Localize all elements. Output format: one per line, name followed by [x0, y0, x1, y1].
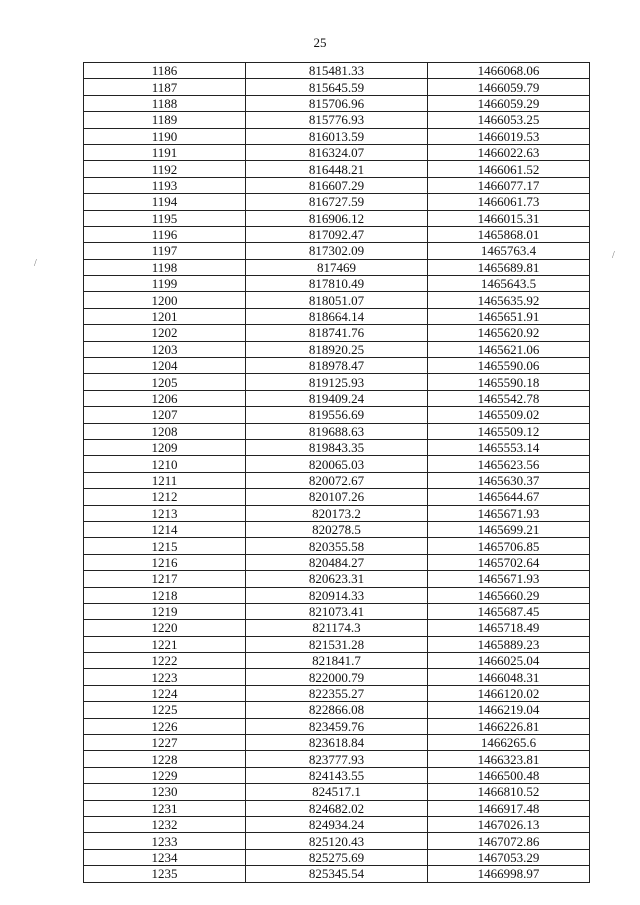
point-number-cell: 1229	[84, 767, 246, 783]
table-row	[84, 161, 590, 177]
y-coordinate-cell: 1465635.92	[428, 292, 590, 308]
y-coordinate-cell: 1465718.49	[428, 620, 590, 636]
y-coordinate-cell: 1466053.25	[428, 112, 590, 128]
point-number-cell: 1187	[84, 79, 246, 95]
x-coordinate-cell: 821073.41	[246, 603, 428, 619]
right-margin-mark: /	[612, 250, 615, 261]
y-coordinate-cell: 1466265.6	[428, 735, 590, 751]
table-row	[84, 423, 590, 439]
point-number-cell: 1234	[84, 849, 246, 865]
x-coordinate-cell: 816607.29	[246, 177, 428, 193]
table-row	[84, 554, 590, 570]
x-coordinate-cell: 817302.09	[246, 243, 428, 259]
y-coordinate-cell: 1466120.02	[428, 685, 590, 701]
point-number-cell: 1222	[84, 653, 246, 669]
point-number-cell: 1202	[84, 325, 246, 341]
y-coordinate-cell: 1465509.02	[428, 407, 590, 423]
table-row	[84, 226, 590, 242]
coordinates-table-body	[84, 63, 590, 883]
x-coordinate-cell: 817810.49	[246, 276, 428, 292]
y-coordinate-cell: 1466025.04	[428, 653, 590, 669]
table-row	[84, 374, 590, 390]
table-row	[84, 112, 590, 128]
x-coordinate-cell: 821174.3	[246, 620, 428, 636]
coordinates-table	[83, 62, 590, 883]
table-row	[84, 95, 590, 111]
y-coordinate-cell: 1465621.06	[428, 341, 590, 357]
y-coordinate-cell: 1465630.37	[428, 472, 590, 488]
point-number-cell: 1228	[84, 751, 246, 767]
point-number-cell: 1189	[84, 112, 246, 128]
y-coordinate-cell: 1466500.48	[428, 767, 590, 783]
x-coordinate-cell: 816727.59	[246, 194, 428, 210]
x-coordinate-cell: 821531.28	[246, 636, 428, 652]
x-coordinate-cell: 824143.55	[246, 767, 428, 783]
y-coordinate-cell: 1465687.45	[428, 603, 590, 619]
y-coordinate-cell: 1467026.13	[428, 816, 590, 832]
y-coordinate-cell: 1465509.12	[428, 423, 590, 439]
y-coordinate-cell: 1466048.31	[428, 669, 590, 685]
table-row	[84, 259, 590, 275]
point-number-cell: 1205	[84, 374, 246, 390]
x-coordinate-cell: 824517.1	[246, 784, 428, 800]
point-number-cell: 1193	[84, 177, 246, 193]
table-row	[84, 571, 590, 587]
x-coordinate-cell: 820484.27	[246, 554, 428, 570]
y-coordinate-cell: 1467053.29	[428, 849, 590, 865]
table-row	[84, 79, 590, 95]
x-coordinate-cell: 823777.93	[246, 751, 428, 767]
point-number-cell: 1213	[84, 505, 246, 521]
table-row	[84, 505, 590, 521]
point-number-cell: 1211	[84, 472, 246, 488]
point-number-cell: 1216	[84, 554, 246, 570]
x-coordinate-cell: 819688.63	[246, 423, 428, 439]
table-row	[84, 735, 590, 751]
point-number-cell: 1203	[84, 341, 246, 357]
y-coordinate-cell: 1465542.78	[428, 390, 590, 406]
table-row	[84, 341, 590, 357]
x-coordinate-cell: 822000.79	[246, 669, 428, 685]
x-coordinate-cell: 820623.31	[246, 571, 428, 587]
y-coordinate-cell: 1466219.04	[428, 702, 590, 718]
point-number-cell: 1232	[84, 816, 246, 832]
x-coordinate-cell: 820173.2	[246, 505, 428, 521]
table-row	[84, 292, 590, 308]
y-coordinate-cell: 1466022.63	[428, 144, 590, 160]
table-row	[84, 63, 590, 79]
x-coordinate-cell: 818741.76	[246, 325, 428, 341]
x-coordinate-cell: 819125.93	[246, 374, 428, 390]
x-coordinate-cell: 820914.33	[246, 587, 428, 603]
y-coordinate-cell: 1465643.5	[428, 276, 590, 292]
y-coordinate-cell: 1466059.29	[428, 95, 590, 111]
table-row	[84, 718, 590, 734]
table-row	[84, 849, 590, 865]
y-coordinate-cell: 1466061.73	[428, 194, 590, 210]
left-margin-mark: /	[34, 258, 37, 269]
x-coordinate-cell: 819409.24	[246, 390, 428, 406]
x-coordinate-cell: 825275.69	[246, 849, 428, 865]
table-row	[84, 144, 590, 160]
x-coordinate-cell: 818051.07	[246, 292, 428, 308]
y-coordinate-cell: 1465620.92	[428, 325, 590, 341]
point-number-cell: 1215	[84, 538, 246, 554]
y-coordinate-cell: 1465553.14	[428, 439, 590, 455]
table-row	[84, 177, 590, 193]
point-number-cell: 1230	[84, 784, 246, 800]
y-coordinate-cell: 1465763.4	[428, 243, 590, 259]
table-row	[84, 816, 590, 832]
y-coordinate-cell: 1465706.85	[428, 538, 590, 554]
point-number-cell: 1206	[84, 390, 246, 406]
x-coordinate-cell: 815776.93	[246, 112, 428, 128]
y-coordinate-cell: 1465590.06	[428, 358, 590, 374]
x-coordinate-cell: 817469	[246, 259, 428, 275]
point-number-cell: 1208	[84, 423, 246, 439]
table-row	[84, 243, 590, 259]
point-number-cell: 1214	[84, 521, 246, 537]
y-coordinate-cell: 1466019.53	[428, 128, 590, 144]
x-coordinate-cell: 815481.33	[246, 63, 428, 79]
y-coordinate-cell: 1465689.81	[428, 259, 590, 275]
table-row	[84, 472, 590, 488]
point-number-cell: 1210	[84, 456, 246, 472]
point-number-cell: 1220	[84, 620, 246, 636]
point-number-cell: 1225	[84, 702, 246, 718]
x-coordinate-cell: 824934.24	[246, 816, 428, 832]
x-coordinate-cell: 820072.67	[246, 472, 428, 488]
point-number-cell: 1194	[84, 194, 246, 210]
table-row	[84, 439, 590, 455]
point-number-cell: 1191	[84, 144, 246, 160]
point-number-cell: 1201	[84, 308, 246, 324]
point-number-cell: 1224	[84, 685, 246, 701]
y-coordinate-cell: 1465644.67	[428, 489, 590, 505]
x-coordinate-cell: 820278.5	[246, 521, 428, 537]
table-row	[84, 653, 590, 669]
y-coordinate-cell: 1466323.81	[428, 751, 590, 767]
y-coordinate-cell: 1465671.93	[428, 571, 590, 587]
x-coordinate-cell: 815645.59	[246, 79, 428, 95]
x-coordinate-cell: 816906.12	[246, 210, 428, 226]
y-coordinate-cell: 1465702.64	[428, 554, 590, 570]
y-coordinate-cell: 1465660.29	[428, 587, 590, 603]
point-number-cell: 1192	[84, 161, 246, 177]
y-coordinate-cell: 1465651.91	[428, 308, 590, 324]
x-coordinate-cell: 821841.7	[246, 653, 428, 669]
point-number-cell: 1231	[84, 800, 246, 816]
x-coordinate-cell: 816448.21	[246, 161, 428, 177]
point-number-cell: 1235	[84, 866, 246, 882]
y-coordinate-cell: 1465889.23	[428, 636, 590, 652]
y-coordinate-cell: 1465671.93	[428, 505, 590, 521]
table-row	[84, 767, 590, 783]
table-row	[84, 587, 590, 603]
table-row	[84, 210, 590, 226]
point-number-cell: 1233	[84, 833, 246, 849]
y-coordinate-cell: 1466068.06	[428, 63, 590, 79]
table-row	[84, 800, 590, 816]
point-number-cell: 1219	[84, 603, 246, 619]
x-coordinate-cell: 825120.43	[246, 833, 428, 849]
table-row	[84, 276, 590, 292]
x-coordinate-cell: 822866.08	[246, 702, 428, 718]
x-coordinate-cell: 820355.58	[246, 538, 428, 554]
table-row	[84, 603, 590, 619]
table-row	[84, 866, 590, 882]
point-number-cell: 1200	[84, 292, 246, 308]
point-number-cell: 1221	[84, 636, 246, 652]
table-row	[84, 358, 590, 374]
point-number-cell: 1190	[84, 128, 246, 144]
point-number-cell: 1188	[84, 95, 246, 111]
x-coordinate-cell: 824682.02	[246, 800, 428, 816]
point-number-cell: 1223	[84, 669, 246, 685]
table-row	[84, 669, 590, 685]
x-coordinate-cell: 818978.47	[246, 358, 428, 374]
x-coordinate-cell: 823618.84	[246, 735, 428, 751]
y-coordinate-cell: 1466226.81	[428, 718, 590, 734]
table-row	[84, 308, 590, 324]
x-coordinate-cell: 818664.14	[246, 308, 428, 324]
table-row	[84, 456, 590, 472]
x-coordinate-cell: 820065.03	[246, 456, 428, 472]
table-row	[84, 407, 590, 423]
table-row	[84, 128, 590, 144]
table-row	[84, 390, 590, 406]
point-number-cell: 1196	[84, 226, 246, 242]
x-coordinate-cell: 815706.96	[246, 95, 428, 111]
x-coordinate-cell: 820107.26	[246, 489, 428, 505]
y-coordinate-cell: 1465623.56	[428, 456, 590, 472]
point-number-cell: 1186	[84, 63, 246, 79]
point-number-cell: 1212	[84, 489, 246, 505]
point-number-cell: 1207	[84, 407, 246, 423]
x-coordinate-cell: 816013.59	[246, 128, 428, 144]
table-row	[84, 685, 590, 701]
x-coordinate-cell: 825345.54	[246, 866, 428, 882]
y-coordinate-cell: 1466059.79	[428, 79, 590, 95]
table-row	[84, 194, 590, 210]
y-coordinate-cell: 1465699.21	[428, 521, 590, 537]
table-row	[84, 833, 590, 849]
y-coordinate-cell: 1466998.97	[428, 866, 590, 882]
x-coordinate-cell: 823459.76	[246, 718, 428, 734]
table-row	[84, 521, 590, 537]
point-number-cell: 1226	[84, 718, 246, 734]
table-row	[84, 538, 590, 554]
page-number: 25	[313, 35, 327, 50]
y-coordinate-cell: 1465868.01	[428, 226, 590, 242]
table-row	[84, 489, 590, 505]
y-coordinate-cell: 1466015.31	[428, 210, 590, 226]
y-coordinate-cell: 1466810.52	[428, 784, 590, 800]
y-coordinate-cell: 1466917.48	[428, 800, 590, 816]
x-coordinate-cell: 818920.25	[246, 341, 428, 357]
point-number-cell: 1195	[84, 210, 246, 226]
point-number-cell: 1197	[84, 243, 246, 259]
table-row	[84, 325, 590, 341]
table-row	[84, 751, 590, 767]
x-coordinate-cell: 819556.69	[246, 407, 428, 423]
y-coordinate-cell: 1465590.18	[428, 374, 590, 390]
table-row	[84, 784, 590, 800]
x-coordinate-cell: 816324.07	[246, 144, 428, 160]
point-number-cell: 1227	[84, 735, 246, 751]
point-number-cell: 1198	[84, 259, 246, 275]
point-number-cell: 1209	[84, 439, 246, 455]
y-coordinate-cell: 1467072.86	[428, 833, 590, 849]
point-number-cell: 1199	[84, 276, 246, 292]
point-number-cell: 1204	[84, 358, 246, 374]
table-row	[84, 636, 590, 652]
table-row	[84, 620, 590, 636]
x-coordinate-cell: 822355.27	[246, 685, 428, 701]
y-coordinate-cell: 1466077.17	[428, 177, 590, 193]
table-row	[84, 702, 590, 718]
point-number-cell: 1217	[84, 571, 246, 587]
y-coordinate-cell: 1466061.52	[428, 161, 590, 177]
point-number-cell: 1218	[84, 587, 246, 603]
x-coordinate-cell: 817092.47	[246, 226, 428, 242]
x-coordinate-cell: 819843.35	[246, 439, 428, 455]
